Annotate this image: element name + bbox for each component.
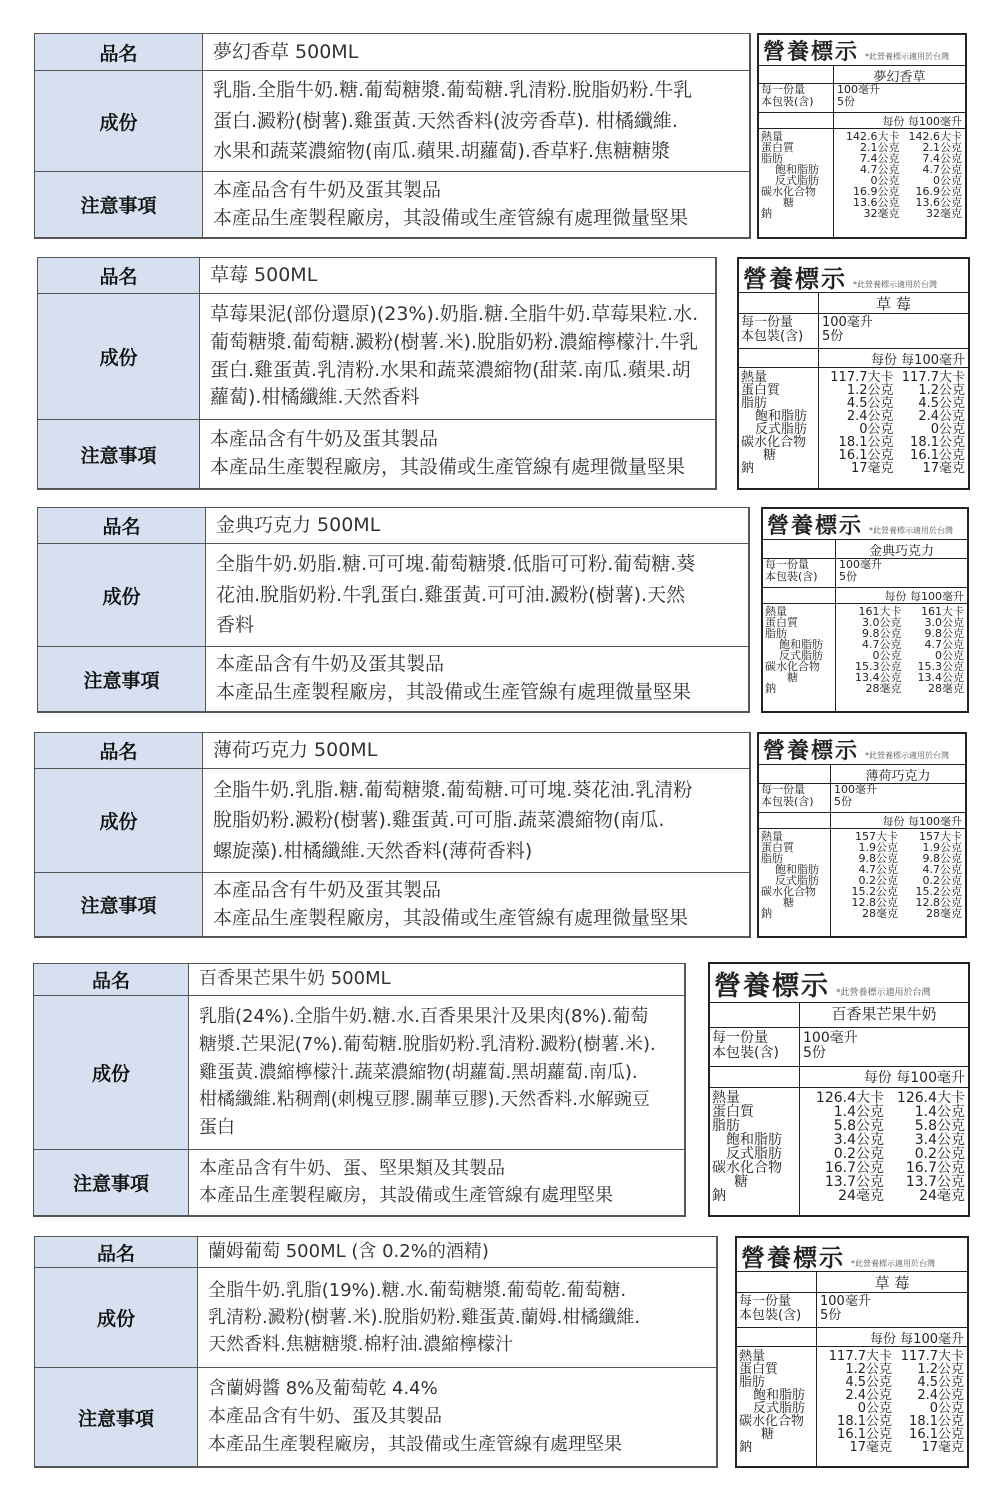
nutrient-label: 蛋白質 (741, 383, 781, 398)
note-line: 本產品含有牛奶及蛋其製品 (213, 178, 442, 201)
nutrient-label: 糖 (763, 448, 777, 463)
nutrient-value: 1.2公克 (918, 383, 965, 398)
nutrient-label: 飽和脂肪 (779, 638, 823, 651)
nutrition-note: *此營養標示適用於台灣 (865, 52, 950, 61)
nutrient-value: 9.8公克 (858, 852, 898, 865)
product-name: 草莓 500ML (200, 258, 715, 294)
per-100-header: 每100毫升 (910, 590, 964, 603)
nutrient-label: 反式脂肪 (726, 1146, 782, 1162)
nutrient-label: 碳水化合物 (739, 1414, 805, 1429)
nutrition-note: *此營養標示適用於台灣 (865, 751, 950, 760)
nutrient-label: 鈉 (739, 1440, 753, 1455)
nutrient-value: 126.4大卡 (815, 1090, 884, 1106)
nutrient-label: 反式脂肪 (775, 874, 819, 887)
nutrient-value: 1.2公克 (917, 1362, 964, 1377)
nutrient-value: 1.2公克 (846, 383, 894, 398)
ingredient-line: 葡萄糖漿.葡萄糖.澱粉(樹薯.米).脫脂奶粉.濃縮檸檬汁.牛乳 (210, 330, 699, 353)
nutrient-value: 5.8公克 (914, 1118, 965, 1134)
product-name: 夢幻香草 500ML (203, 34, 749, 71)
label-notes: 注意事項 (35, 873, 203, 936)
label-name: 品名 (35, 1237, 198, 1268)
nutrient-value: 157大卡 (919, 830, 962, 843)
nutrient-label: 糖 (734, 1174, 748, 1190)
nutrient-value: 0公克 (930, 422, 965, 437)
nutrient-label: 蛋白質 (761, 141, 794, 154)
nutrient-value: 18.1公克 (838, 435, 894, 450)
product-table-2 (37, 257, 717, 490)
ingredient-line: 螺旋藻).柑橘纖維.天然香料(薄荷香料) (213, 839, 533, 862)
per-serving-header: 每份 (882, 115, 905, 128)
serving-size: 100毫升 (837, 83, 880, 96)
nutrient-value: 2.1公克 (860, 141, 900, 154)
nutrient-value: 4.5公克 (918, 396, 965, 411)
ingredients (203, 71, 749, 172)
nutrient-value: 16.7公克 (824, 1160, 884, 1176)
label-ingredients: 成份 (34, 996, 189, 1150)
nutrient-label: 蛋白質 (739, 1362, 779, 1377)
nutrition-title: 營養標示 (743, 265, 847, 293)
nutrient-value: 117.7大卡 (828, 1349, 892, 1364)
ingredient-line: 蛋白.澱粉(樹薯).雞蛋黃.天然香料(波旁香草). 柑橘纖維. (213, 109, 678, 132)
notes (189, 1150, 684, 1215)
nutrient-label: 飽和脂肪 (775, 863, 819, 876)
nutrient-label: 碳水化合物 (761, 885, 816, 898)
nutrient-label: 飽和脂肪 (726, 1132, 782, 1148)
ingredient-line: 花油.脫脂奶粉.牛乳蛋白.雞蛋黃.可可油.澱粉(樹薯).天然 (216, 583, 686, 606)
nutrient-value: 13.4公克 (855, 671, 902, 684)
nutrient-label: 熱量 (741, 370, 768, 385)
nutrient-value: 142.6大卡 (846, 130, 900, 143)
nutrition-title: 營養標示 (763, 739, 860, 764)
per-100-header: 每100毫升 (908, 815, 962, 828)
note-line: 本產品含有牛奶、蛋、堅果類及其製品 (199, 1158, 505, 1180)
nutrient-value: 3.0公克 (924, 616, 964, 629)
ingredient-line: 全脂牛奶.乳脂.糖.葡萄糖漿.葡萄糖.可可塊.葵花油.乳清粉 (213, 778, 693, 801)
nutrition-label-2 (737, 257, 970, 490)
label-notes: 注意事項 (34, 1150, 189, 1215)
nutrient-value: 13.7公克 (905, 1174, 965, 1190)
label-ingredients: 成份 (35, 769, 203, 873)
nutrient-value: 28毫克 (926, 907, 962, 920)
note-line: 本產品含有牛奶及蛋其製品 (216, 653, 445, 676)
per-100-header: 每100毫升 (901, 353, 965, 368)
nutrient-label: 熱量 (761, 130, 783, 143)
nutrient-label: 糖 (783, 896, 794, 909)
nutrition-note: *此營養標示適用於台灣 (851, 1259, 935, 1268)
serving-size-label: 每一份量 (761, 783, 805, 796)
nutrient-value: 12.8公克 (915, 896, 962, 909)
nutrient-label: 熱量 (765, 605, 787, 618)
ingredients (206, 544, 748, 647)
nutrition-label-1 (757, 33, 967, 239)
nutrient-label: 脂肪 (739, 1375, 766, 1390)
nutrient-value: 18.1公克 (910, 435, 965, 450)
nutrient-value: 9.8公克 (862, 627, 902, 640)
label-ingredients: 成份 (35, 71, 203, 172)
nutrient-value: 3.0公克 (862, 616, 902, 629)
nutrient-label: 糖 (787, 671, 798, 684)
nutrient-label: 反式脂肪 (775, 174, 819, 187)
nutrition-title: 營養標示 (741, 1244, 845, 1272)
nutrition-label-3 (761, 507, 969, 713)
product-table-4 (34, 732, 751, 938)
nutrient-label: 脂肪 (712, 1118, 740, 1134)
ingredients (203, 769, 749, 873)
nutrient-value: 1.4公克 (914, 1104, 965, 1120)
nutrient-value: 9.8公克 (924, 627, 964, 640)
ingredients (189, 996, 684, 1150)
nutrient-value: 0公克 (859, 422, 894, 437)
nutrient-value: 117.7大卡 (901, 370, 965, 385)
note-line: 本產品生產製程廠房，其設備或生產管線有處理微量堅果 (216, 681, 692, 703)
note-line: 本產品含有牛奶及蛋其製品 (213, 878, 442, 901)
nutrient-label: 熱量 (761, 830, 783, 843)
note-line: 本產品生產製程廠房，其設備或生產管線有處理微量堅果 (213, 906, 689, 929)
nutrient-value: 17毫克 (922, 461, 965, 476)
nutrient-label: 蛋白質 (761, 841, 794, 854)
servings: 5份 (837, 94, 855, 108)
servings: 5份 (834, 794, 852, 808)
serving-size-label: 每一份量 (761, 83, 805, 96)
per-serving-header: 每份 (863, 1070, 892, 1086)
nutrient-value: 18.1公克 (837, 1414, 892, 1429)
nutrient-label: 脂肪 (761, 152, 783, 165)
nutrient-value: 161大卡 (858, 605, 902, 618)
label-name: 品名 (38, 508, 206, 544)
nutrient-value: 7.4公克 (922, 152, 962, 165)
nutrient-label: 脂肪 (761, 852, 783, 865)
nutrient-value: 13.7公克 (824, 1174, 884, 1190)
nutrient-value: 0公克 (870, 174, 900, 187)
nutrient-value: 13.4公克 (917, 671, 964, 684)
notes (206, 647, 748, 711)
ingredients (198, 1268, 716, 1368)
nutrient-label: 碳水化合物 (712, 1160, 782, 1176)
nutrient-value: 126.4大卡 (896, 1090, 965, 1106)
nutrition-title: 營養標示 (767, 514, 864, 539)
nutrient-label: 飽和脂肪 (755, 409, 808, 424)
nutrient-value: 18.1公克 (909, 1414, 964, 1429)
nutrient-value: 28毫克 (865, 682, 902, 695)
servings-label: 本包裝(含) (712, 1044, 779, 1061)
nutrient-label: 脂肪 (741, 396, 768, 411)
note-line: 本產品含有牛奶及蛋其製品 (210, 428, 439, 451)
nutrient-value: 15.3公克 (917, 660, 964, 673)
nutrient-value: 4.5公克 (917, 1375, 964, 1390)
nutrient-label: 飽和脂肪 (753, 1388, 806, 1403)
nutrition-note: *此營養標示適用於台灣 (836, 988, 931, 998)
nutrient-value: 2.1公克 (922, 141, 962, 154)
ingredient-line: 雞蛋黃.濃縮檸檬汁.蔬菜濃縮物(胡蘿蔔.黑胡蘿蔔.南瓜). (199, 1061, 638, 1083)
nutrient-value: 4.7公克 (862, 638, 902, 651)
nutrition-product-name: 百香果芒果牛奶 (831, 1005, 937, 1023)
nutrient-value: 15.2公克 (915, 885, 962, 898)
label-notes: 注意事項 (35, 172, 203, 237)
nutrient-label: 飽和脂肪 (775, 163, 819, 176)
nutrient-value: 4.5公克 (846, 396, 894, 411)
per-serving-header: 每份 (871, 353, 898, 368)
nutrient-value: 4.7公克 (922, 863, 962, 876)
nutrient-value: 15.2公克 (851, 885, 898, 898)
nutrient-value: 0公克 (935, 649, 964, 662)
nutrient-value: 12.8公克 (851, 896, 898, 909)
nutrient-value: 4.7公克 (860, 163, 900, 176)
note-line: 本產品生產製程廠房，其設備或生產管線有處理堅果 (199, 1184, 613, 1206)
serving-size: 100毫升 (834, 783, 877, 796)
nutrient-label: 糖 (783, 196, 794, 209)
nutrition-note: *此營養標示適用於台灣 (869, 526, 954, 535)
serving-size: 100毫升 (839, 558, 882, 571)
serving-size: 100毫升 (803, 1030, 858, 1046)
per-100-header: 每100毫升 (900, 1332, 964, 1347)
nutrient-value: 142.6大卡 (908, 130, 962, 143)
nutrient-label: 鈉 (765, 682, 776, 695)
nutrient-value: 16.7公克 (905, 1160, 965, 1176)
per-100-header: 每100毫升 (896, 1070, 965, 1086)
ingredient-line: 乳脂.全脂牛奶.糖.葡萄糖漿.葡萄糖.乳清粉.脫脂奶粉.牛乳 (213, 79, 693, 102)
nutrient-label: 熱量 (712, 1090, 740, 1106)
nutrient-value: 4.7公克 (922, 163, 962, 176)
nutrient-value: 13.6公克 (915, 196, 962, 209)
notes (203, 873, 749, 936)
note-line: 本產品生產製程廠房，其設備或生產管線有處理微量堅果 (213, 206, 689, 229)
nutrient-value: 32毫克 (926, 207, 962, 220)
servings: 5份 (822, 328, 844, 344)
ingredients (200, 294, 715, 420)
ingredient-line: 柑橘纖維.粘稠劑(刺槐豆膠.關華豆膠).天然香料.水解豌豆 (199, 1089, 650, 1111)
product-name: 蘭姆葡萄 500ML (含 0.2%的酒精) (198, 1237, 716, 1268)
nutrient-value: 28毫克 (928, 682, 964, 695)
nutrient-value: 9.8公克 (922, 852, 962, 865)
nutrient-label: 鈉 (741, 461, 755, 476)
nutrient-label: 脂肪 (765, 627, 787, 640)
nutrient-value: 3.4公克 (914, 1132, 965, 1148)
label-notes: 注意事項 (35, 1368, 198, 1466)
serving-size-label: 每一份量 (741, 315, 794, 330)
per-serving-header: 每份 (884, 590, 907, 603)
note-line: 本產品含有牛奶、蛋及其製品 (208, 1406, 442, 1428)
ingredient-line: 蛋白 (199, 1117, 235, 1139)
serving-size-label: 每一份量 (765, 558, 809, 571)
nutrient-value: 24毫克 (919, 1188, 965, 1204)
servings-label: 本包裝(含) (761, 794, 814, 808)
servings-label: 本包裝(含) (761, 94, 814, 108)
nutrient-value: 161大卡 (921, 605, 964, 618)
nutrition-product-name: 金典巧克力 (868, 544, 934, 559)
nutrient-value: 17毫克 (849, 1440, 892, 1455)
ingredient-line: 全脂牛奶.奶脂.糖.可可塊.葡萄糖漿.低脂可可粉.葡萄糖.葵 (216, 553, 696, 576)
nutrient-value: 0公克 (933, 174, 962, 187)
nutrient-value: 1.9公克 (858, 841, 898, 854)
nutrient-value: 0公克 (929, 1401, 964, 1416)
nutrient-value: 117.7大卡 (900, 1349, 964, 1364)
ingredient-line: 糖漿.芒果泥(7%).葡萄糖.脫脂奶粉.乳清粉.澱粉(樹薯.米). (199, 1033, 656, 1055)
nutrient-label: 反式脂肪 (755, 422, 808, 437)
nutrient-label: 糖 (761, 1427, 775, 1442)
nutrient-value: 157大卡 (855, 830, 898, 843)
nutrient-value: 4.7公克 (924, 638, 964, 651)
nutrient-value: 16.9公克 (915, 185, 962, 198)
product-name: 薄荷巧克力 500ML (203, 733, 749, 769)
nutrient-value: 17毫克 (850, 461, 894, 476)
nutrient-value: 16.1公克 (838, 448, 894, 463)
nutrient-label: 鈉 (712, 1188, 726, 1204)
nutrient-value: 2.4公克 (918, 409, 965, 424)
servings: 5份 (820, 1307, 842, 1323)
ingredient-line: 乳脂(24%).全脂牛奶.糖.水.百香果果汁及果肉(8%).葡萄 (199, 1005, 649, 1027)
ingredient-line: 脫脂奶粉.澱粉(樹薯).雞蛋黃.可可脂.蔬菜濃縮物(南瓜. (213, 809, 665, 832)
ingredient-line: 草莓果泥(部份還原)(23%).奶脂.糖.全脂牛奶.草莓果粒.水. (210, 303, 699, 326)
product-name: 金典巧克力 500ML (206, 508, 748, 544)
nutrient-value: 0.2公克 (833, 1146, 884, 1162)
nutrition-product-name: 草 莓 (874, 1274, 910, 1292)
servings: 5份 (839, 569, 857, 583)
serving-size-label: 每一份量 (712, 1030, 768, 1046)
serving-size: 100毫升 (822, 315, 873, 330)
label-name: 品名 (35, 733, 203, 769)
note-line: 本產品生產製程廠房，其設備或生產管線有處理微量堅果 (210, 456, 686, 478)
nutrition-note: *此營養標示適用於台灣 (853, 280, 937, 289)
product-table-6 (34, 1236, 718, 1468)
nutrient-label: 碳水化合物 (761, 185, 816, 198)
nutrition-label-6 (735, 1236, 969, 1468)
label-ingredients: 成份 (35, 1268, 198, 1368)
nutrient-value: 0.2公克 (858, 874, 898, 887)
label-ingredients: 成份 (38, 294, 200, 420)
ingredient-line: 蛋白.雞蛋黃.乳清粉.水果和蔬菜濃縮物(甜菜.南瓜.蘋果.胡 (210, 358, 691, 381)
label-name: 品名 (34, 964, 189, 996)
ingredient-line: 全脂牛奶.乳脂(19%).糖.水.葡萄糖漿.葡萄乾.葡萄糖. (208, 1280, 627, 1301)
per-serving-header: 每份 (870, 1332, 897, 1347)
per-serving-header: 每份 (882, 815, 905, 828)
nutrient-value: 7.4公克 (860, 152, 900, 165)
nutrition-product-name: 夢幻香草 (873, 70, 926, 85)
note-line: 含蘭姆醬 8%及葡萄乾 4.4% (208, 1378, 438, 1400)
nutrient-value: 16.1公克 (837, 1427, 892, 1442)
ingredient-line: 水果和蔬菜濃縮物(南瓜.蘋果.胡蘿蔔).香草籽.焦糖糖漿 (213, 140, 670, 163)
nutrient-label: 反式脂肪 (779, 649, 823, 662)
nutrient-label: 蛋白質 (765, 616, 798, 629)
nutrient-value: 16.1公克 (909, 1427, 964, 1442)
servings: 5份 (803, 1044, 826, 1061)
nutrient-value: 0公克 (872, 649, 902, 662)
nutrient-value: 2.4公克 (846, 409, 894, 424)
nutrient-label: 反式脂肪 (753, 1401, 806, 1416)
nutrient-label: 蛋白質 (712, 1104, 754, 1120)
servings-label: 本包裝(含) (765, 569, 818, 583)
nutrient-value: 0.2公克 (914, 1146, 965, 1162)
nutrition-label-5 (708, 962, 970, 1217)
nutrient-label: 鈉 (761, 907, 772, 920)
nutrient-value: 28毫克 (862, 907, 898, 920)
label-name: 品名 (38, 258, 200, 294)
nutrient-value: 16.1公克 (910, 448, 965, 463)
nutrient-value: 13.6公克 (853, 196, 900, 209)
label-notes: 注意事項 (38, 647, 206, 711)
servings-label: 本包裝(含) (741, 328, 804, 344)
servings-label: 本包裝(含) (739, 1307, 802, 1323)
nutrient-value: 24毫克 (838, 1188, 884, 1204)
nutrient-value: 1.9公克 (922, 841, 962, 854)
nutrient-value: 0公克 (857, 1401, 892, 1416)
notes (198, 1368, 716, 1466)
nutrient-value: 17毫克 (921, 1440, 964, 1455)
nutrient-value: 5.8公克 (833, 1118, 884, 1134)
nutrient-value: 1.4公克 (833, 1104, 884, 1120)
nutrient-label: 熱量 (739, 1349, 766, 1364)
ingredient-line: 香料 (216, 614, 255, 637)
nutrient-label: 鈉 (761, 207, 772, 220)
ingredient-line: 乳清粉.澱粉(樹薯.米).脫脂奶粉.雞蛋黃.蘭姆.柑橘纖維. (208, 1307, 641, 1328)
nutrient-value: 117.7大卡 (830, 370, 894, 385)
label-name: 品名 (35, 34, 203, 71)
nutrition-label-4 (757, 732, 967, 938)
nutrition-title: 營養標示 (714, 971, 830, 1002)
nutrient-value: 3.4公克 (833, 1132, 884, 1148)
serving-size-label: 每一份量 (739, 1294, 792, 1309)
nutrient-value: 1.2公克 (845, 1362, 892, 1377)
label-ingredients: 成份 (38, 544, 206, 647)
serving-size: 100毫升 (820, 1294, 871, 1309)
nutrient-value: 2.4公克 (917, 1388, 964, 1403)
nutrition-product-name: 薄荷巧克力 (865, 769, 931, 784)
nutrient-value: 0.2公克 (922, 874, 962, 887)
nutrient-value: 32毫克 (863, 207, 900, 220)
label-notes: 注意事項 (38, 420, 200, 488)
ingredient-line: 蘿蔔).柑橘纖維.天然香料 (210, 386, 420, 409)
nutrient-label: 碳水化合物 (765, 660, 820, 673)
product-table-5 (33, 963, 686, 1217)
ingredient-line: 天然香料.焦糖糖漿.棉籽油.濃縮檸檬汁 (208, 1334, 514, 1355)
nutrient-value: 4.5公克 (845, 1375, 892, 1390)
notes (200, 420, 715, 488)
notes (203, 172, 749, 237)
note-line: 本產品生產製程廠房，其設備或生產管線有處理堅果 (208, 1433, 622, 1455)
product-name: 百香果芒果牛奶 500ML (189, 964, 684, 996)
nutrient-value: 2.4公克 (845, 1388, 892, 1403)
nutrient-value: 16.9公克 (853, 185, 900, 198)
nutrition-title: 營養標示 (763, 40, 860, 65)
nutrient-value: 15.3公克 (855, 660, 902, 673)
product-table-3 (37, 507, 750, 713)
nutrient-value: 4.7公克 (858, 863, 898, 876)
nutrition-product-name: 草 莓 (876, 295, 911, 313)
nutrient-label: 碳水化合物 (741, 435, 807, 450)
product-table-1 (34, 33, 751, 239)
per-100-header: 每100毫升 (908, 115, 962, 128)
